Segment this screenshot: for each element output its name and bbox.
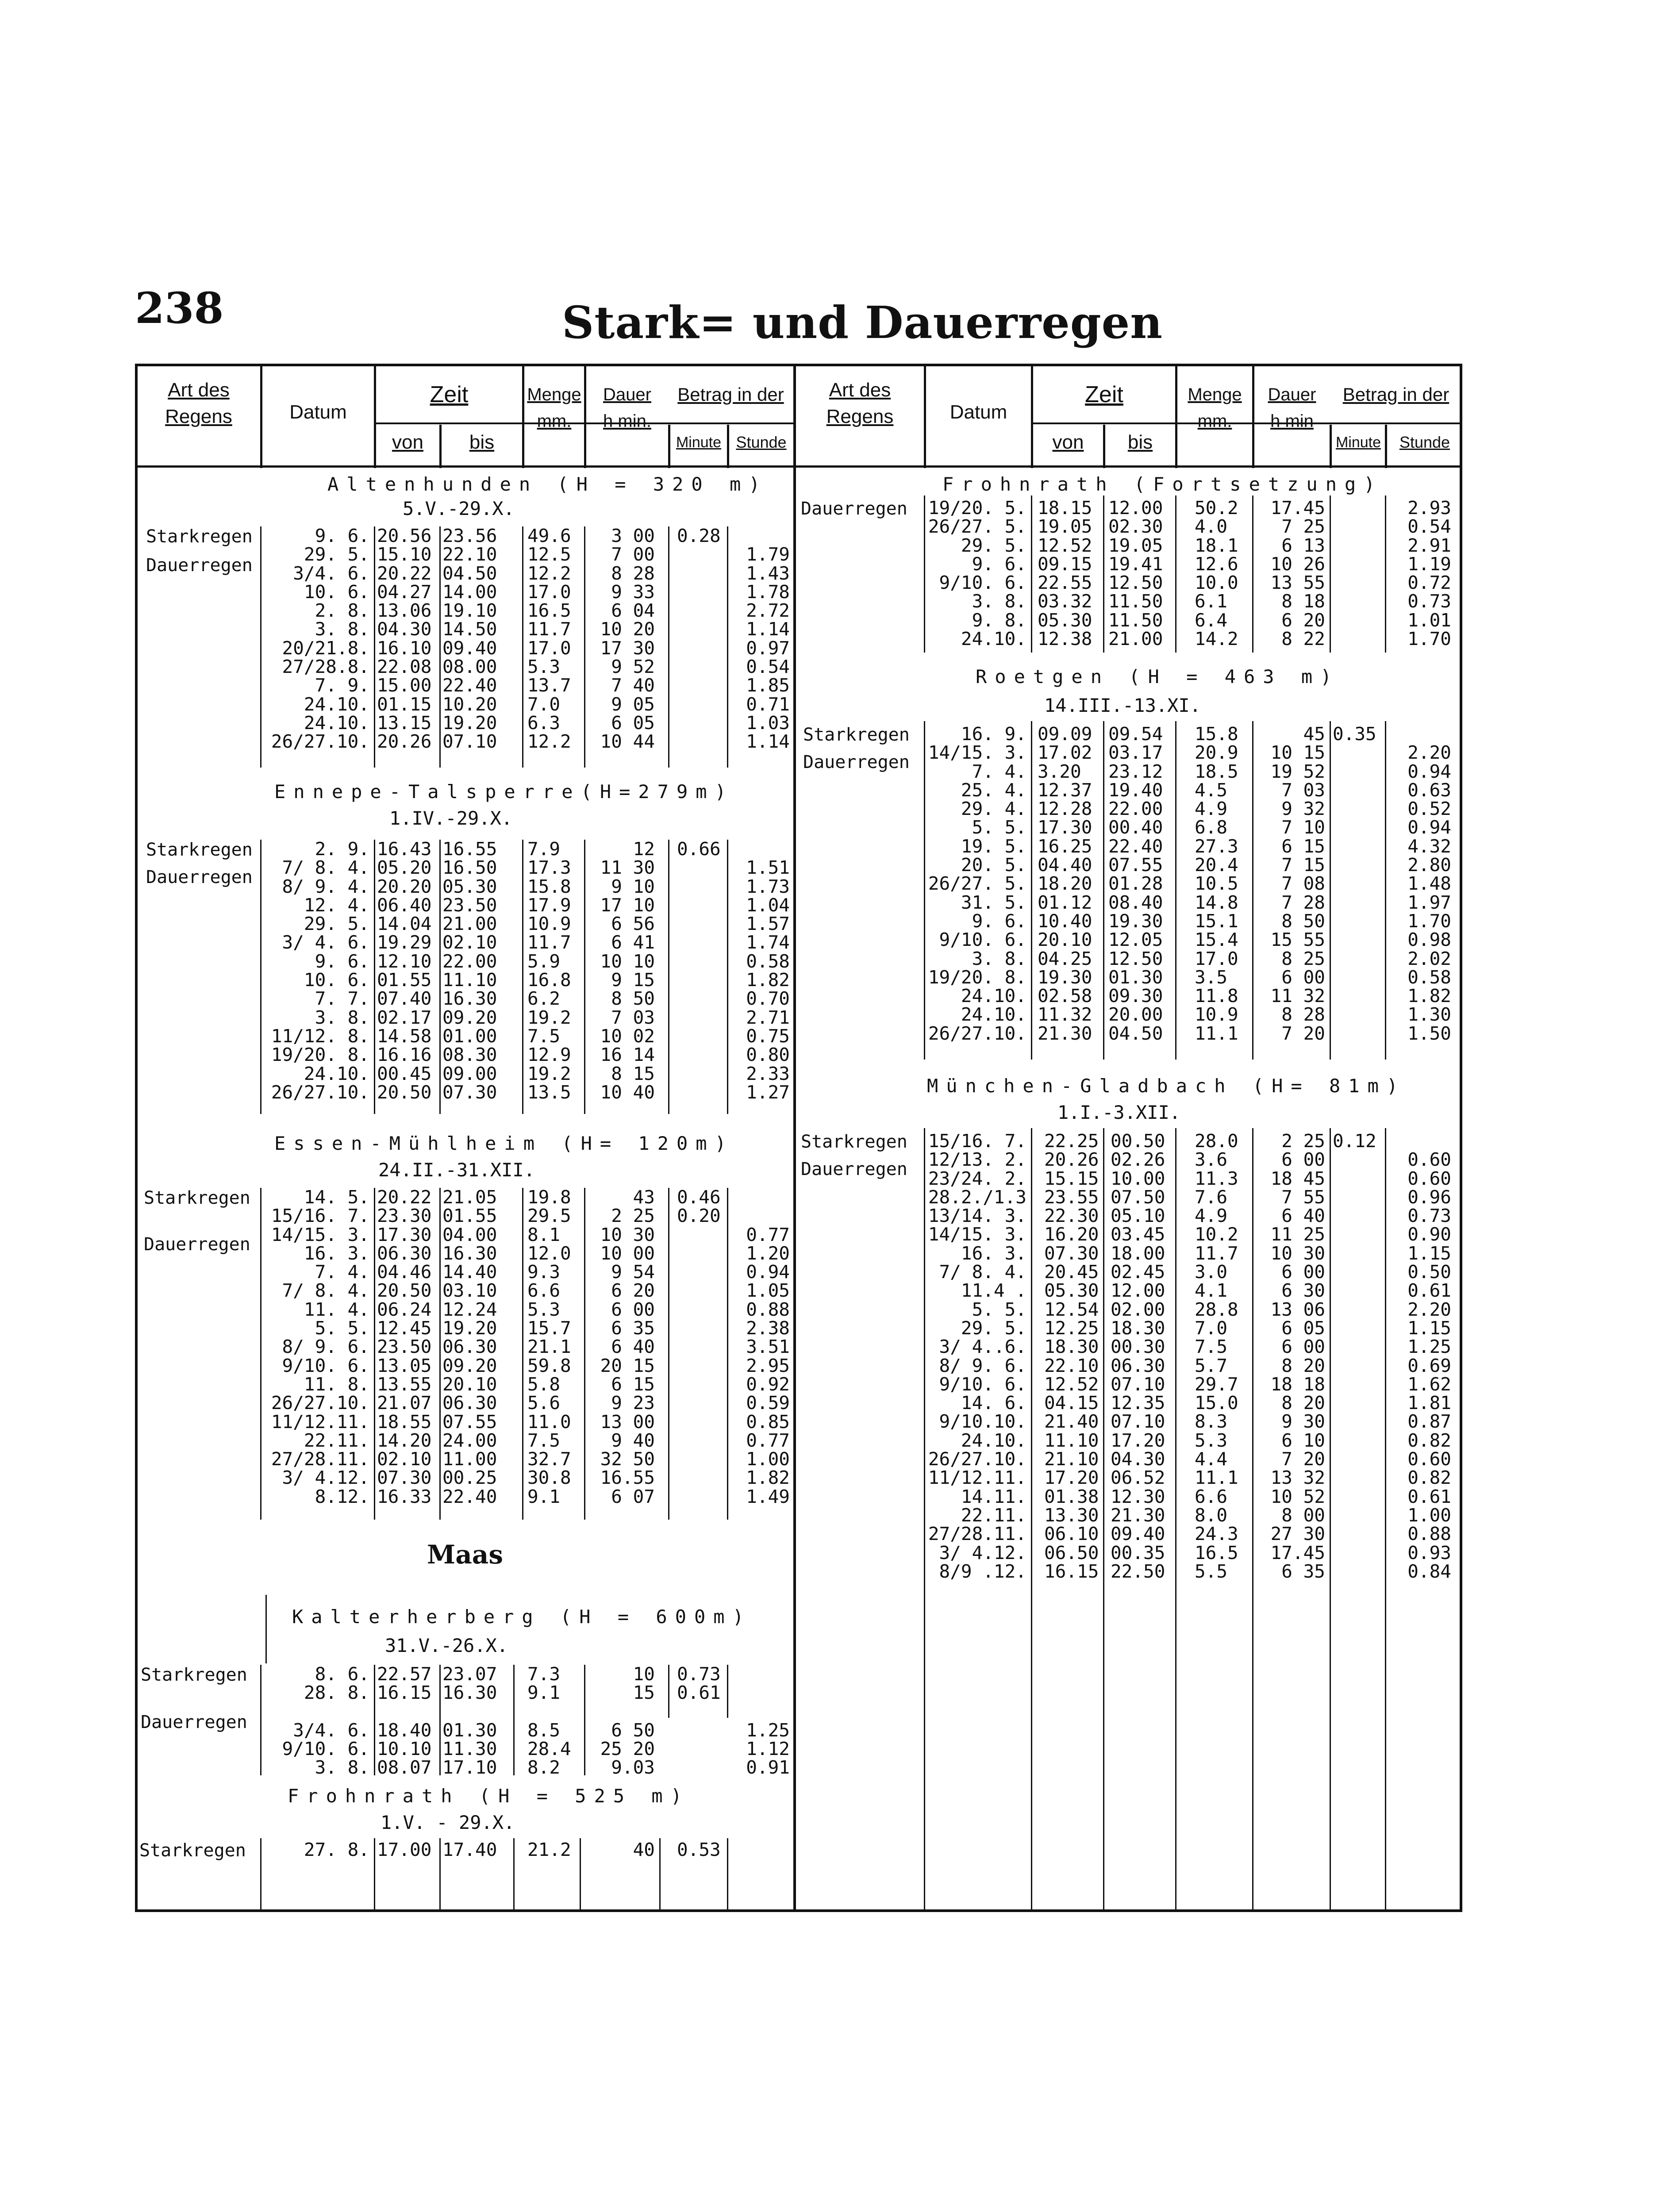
col-line <box>1031 495 1032 653</box>
col-line <box>439 1188 441 1520</box>
header-stunde-right: Stunde <box>1399 433 1450 451</box>
col-line <box>727 526 728 768</box>
minute-col: 0.66 <box>677 838 721 860</box>
minute-col: 0.73 0.61 <box>677 1663 721 1704</box>
col-line <box>1252 495 1253 653</box>
datum-col: 2. 9. 7/ 8. 4. 8/ 9. 4. 12. 4. 29. 5. 3/ 4. 6. 9. 6. 10. 6. 7. 7. 3. 8. 11/12. 8. 19/20. 8. 24.10. 26/27.10. <box>271 838 369 1103</box>
period-muenchen-gladbach: 1.I.-3.XII. <box>1057 1102 1181 1123</box>
station-ennepe: Ennepe-Talsperre(H=279m) <box>274 781 734 803</box>
datum-col: 27. 8. <box>304 1839 369 1860</box>
dauer-col: 2 25 6 00 18 45 7 55 6 40 11 25 10 30 6 00 6 30 13 06 6 05 6 00 8 20 18 18 8 20 9 30 6 10 7 20 13 32 10 52 8 00 27 30 17.45 6 35 <box>1270 1130 1325 1582</box>
datum-col: 8. 6. 28. 8. 3/4. 6. 9/10. 6. 3. 8. <box>282 1663 369 1778</box>
von-col: 20.22 23.30 17.30 06.30 04.46 20.50 06.24 12.45 23.50 13.05 13.55 21.07 18.55 14.20 02.10 07.30 16.33 <box>377 1187 432 1507</box>
type-stark: Starkregen <box>144 1188 250 1208</box>
von-col: 22.25 20.26 15.15 23.55 22.30 16.20 07.30 20.45 05.30 12.54 12.25 18.30 22.10 12.52 04.15 21.40 11.10 21.10 17.20 01.38 13.30 06.10 06.50 16.15 <box>1044 1130 1099 1582</box>
col-line <box>260 1665 261 1775</box>
col-line <box>659 1838 661 1911</box>
type-stark: Starkregen <box>803 725 910 745</box>
bis-col: 17.40 <box>442 1839 497 1860</box>
bis-col: 12.00 02.30 19.05 19.41 12.50 11.50 11.50 21.00 <box>1108 497 1163 650</box>
col-line <box>1175 1128 1176 1911</box>
type-stark: Starkregen <box>146 526 253 547</box>
col-line <box>522 1188 523 1520</box>
station-frohnrath: Frohnrath (H = 525 m) <box>288 1785 690 1807</box>
bis-col: 21.05 01.55 04.00 16.30 14.40 03.10 12.24 19.20 06.30 09.20 20.10 06.30 07.55 24.00 11.00 00.25 22.40 <box>442 1187 497 1507</box>
datum-col: 9. 6. 29. 5. 3/4. 6. 10. 6. 2. 8. 3. 8. 20/21.8. 27/28.8. 7. 9. 24.10. 24.10. 26/27.10. <box>271 525 369 753</box>
section-heading-maas: Maas <box>427 1540 504 1570</box>
stunde-col: 1.51 1.73 1.04 1.57 1.74 0.58 1.82 0.70 2.71 0.75 0.80 2.33 1.27 <box>746 857 790 1103</box>
page-number: 238 <box>135 283 224 333</box>
type-dauer: Dauerregen <box>803 752 910 772</box>
station-essen: Essen-Mühlheim (H= 120m) <box>274 1133 734 1154</box>
menge-col: 21.2 <box>527 1839 571 1860</box>
header-zeit-right: Zeit <box>1085 382 1123 407</box>
minute-col: 0.28 <box>677 525 721 546</box>
col-line <box>668 526 669 768</box>
col-line <box>1330 495 1331 653</box>
menge-col: 7.3 9.1 8.5 28.4 8.2 <box>527 1663 571 1778</box>
col-line <box>924 721 925 1060</box>
col-line <box>439 840 441 1114</box>
minute-col: 0.46 0.20 <box>677 1187 721 1227</box>
station-kalterherberg: Kalterherberg (H = 600m) <box>292 1606 752 1628</box>
col-line <box>1175 721 1176 1060</box>
type-stark: Starkregen <box>139 1840 246 1861</box>
type-dauer: Dauerregen <box>801 1159 907 1179</box>
col-line <box>584 1188 585 1520</box>
menge-col: 15.8 20.9 18.5 4.5 4.9 6.8 27.3 20.4 10.5 14.8 15.1 15.4 17.0 3.5 11.8 10.9 11.1 <box>1195 723 1238 1044</box>
col-line <box>439 1665 441 1775</box>
bis-col: 16.55 16.50 05.30 23.50 21.00 02.10 22.00 11.10 16.30 09.20 01.00 08.30 09.00 07.30 <box>442 838 497 1103</box>
menge-col: 49.6 12.5 12.2 17.0 16.5 11.7 17.0 5.3 13.7 7.0 6.3 12.2 <box>527 525 571 753</box>
menge-col: 19.8 29.5 8.1 12.0 9.3 6.6 5.3 15.7 21.1 59.8 5.8 5.6 11.0 7.5 32.7 30.8 9.1 <box>527 1187 571 1507</box>
dauer-col: 17.45 7 25 6 13 10 26 13 55 8 18 6 20 8 22 <box>1270 497 1325 650</box>
type-dauer: Dauerregen <box>141 1712 247 1732</box>
col-line <box>260 1838 261 1911</box>
von-col: 16.43 05.20 20.20 06.40 14.04 19.29 12.10 01.55 07.40 02.17 14.58 16.16 00.45 20.50 <box>377 838 432 1103</box>
period-ennepe: 1.IV.-29.X. <box>389 807 513 829</box>
station-frohnrath-continued: Frohnrath (Fortsetzung) <box>942 473 1383 495</box>
col-line <box>584 526 585 768</box>
dauer-col: 12 11 30 9 10 17 10 6 56 6 41 10 10 9 15 8 50 7 03 10 02 16 14 8 15 10 40 <box>600 838 655 1103</box>
dauer-col: 10 15 6 50 25 20 9.03 <box>600 1663 655 1778</box>
stunde-col: 1.25 1.12 0.91 <box>746 1719 790 1778</box>
von-col: 22.57 16.15 18.40 10.10 08.07 <box>377 1663 432 1778</box>
header-menge-right: Menge mm. <box>1188 385 1242 431</box>
dauer-col: 43 2 25 10 30 10 00 9 54 6 20 6 00 6 35 6 40 20 15 6 15 9 23 13 00 9 40 32 50 16.55 6 07 <box>600 1187 655 1507</box>
datum-col: 15/16. 7. 12/13. 2. 23/24. 2. 28.2./1.3 13/14. 3. 14/15. 3. 16. 3. 7/ 8. 4. 11.4 . 5. 5. 29. 5. 3/ 4..6. 8/ 9. 6. 9/10. 6. 14. 6. 9/10.10. 24.10. 26/27.10. 11/12.11. 14.11. 22.11. 27/28.11. 3/ 4.12. 8/9 .12. <box>928 1130 1026 1582</box>
period-essen: 24.II.-31.XII. <box>378 1159 535 1181</box>
col-line <box>1175 495 1176 653</box>
col-line <box>924 495 925 653</box>
menge-col: 7.9 17.3 15.8 17.9 10.9 11.7 5.9 16.8 6.2 19.2 7.5 12.9 19.2 13.5 <box>527 838 571 1103</box>
header-betrag-right: Betrag in der <box>1342 384 1449 405</box>
col-line <box>260 526 261 768</box>
stunde-col: 0.77 1.20 0.94 1.05 0.88 2.38 3.51 2.95 0.92 0.59 0.85 0.77 1.00 1.82 1.49 <box>746 1224 790 1507</box>
col-line <box>668 840 669 1114</box>
menge-col: 28.0 3.6 11.3 7.6 4.9 10.2 11.7 3.0 4.1 28.8 7.0 7.5 5.7 29.7 15.0 8.3 5.3 4.4 11.1 6.6 8.0 24.3 16.5 5.5 <box>1195 1130 1238 1582</box>
col-line <box>513 1838 515 1911</box>
header-bis-right: bis <box>1127 431 1153 453</box>
col-line <box>924 1128 925 1911</box>
col-line <box>1031 1128 1032 1911</box>
station-muenchen-gladbach: München-Gladbach (H= 81m) <box>927 1075 1406 1097</box>
col-line <box>793 364 796 1912</box>
col-line <box>727 1188 728 1520</box>
minute-col: 0.12 <box>1333 1130 1376 1152</box>
col-line <box>1252 1128 1253 1911</box>
col-line <box>1385 1128 1386 1911</box>
station-altenhunden: Altenhunden (H = 320 m) <box>327 473 768 495</box>
bis-col: 00.50 02.26 10.00 07.50 05.10 03.45 18.00 02.45 12.00 02.00 18.30 00.30 06.30 07.10 12.35 07.10 17.20 04.30 06.52 12.30 21.30 09.40 00.35 22.50 <box>1111 1130 1165 1582</box>
col-line <box>727 1838 728 1911</box>
col-line <box>260 840 261 1114</box>
header-von-right: von <box>1052 431 1084 453</box>
col-line <box>522 840 523 1114</box>
header-art: Art des Regens <box>165 379 232 427</box>
col-line <box>374 1838 375 1911</box>
period-kalterherberg: 31.V.-26.X. <box>385 1635 508 1656</box>
dauer-col: 3 00 7 00 8 28 9 33 6 04 10 20 17 30 9 52 7 40 9 05 6 05 10 44 <box>600 525 655 753</box>
col-line <box>513 1665 515 1775</box>
header-art-right: Art des Regens <box>826 379 894 427</box>
von-col: 20.56 15.10 20.22 04.27 13.06 04.30 16.10 22.08 15.00 01.15 13.15 20.26 <box>377 525 432 753</box>
header-stunde: Stunde <box>736 433 787 451</box>
header-von: von <box>392 431 423 453</box>
stunde-col: 0.60 0.60 0.96 0.73 0.90 1.15 0.50 0.61 2.20 1.15 1.25 0.69 1.62 1.81 0.87 0.82 0.60 0.82 0.61 1.00 0.88 0.93 0.84 <box>1407 1149 1451 1582</box>
header-dauer: Dauer h min. <box>603 385 651 431</box>
type-stark: Starkregen <box>141 1665 247 1685</box>
col-line <box>374 526 375 768</box>
col-line <box>1385 495 1386 653</box>
col-line <box>1330 1128 1331 1911</box>
datum-col: 19/20. 5. 26/27. 5. 29. 5. 9. 6. 9/10. 6. 3. 8. 9. 8. 24.10. <box>928 497 1026 650</box>
von-col: 17.00 <box>377 1839 432 1860</box>
dauer-col: 40 <box>633 1839 655 1860</box>
col-line <box>668 1665 669 1718</box>
dauer-col: 45 10 15 19 52 7 03 9 32 7 10 6 15 7 15 7 08 7 28 8 50 15 55 8 25 6 00 11 32 8 28 7 20 <box>1270 723 1325 1044</box>
header-menge: Menge mm. <box>527 385 581 431</box>
header-betrag: Betrag in der <box>677 384 784 405</box>
header-datum: Datum <box>289 401 347 423</box>
col-line <box>1103 495 1104 653</box>
stunde-col: 2.20 0.94 0.63 0.52 0.94 4.32 2.80 1.48 1.97 1.70 0.98 2.02 0.58 1.82 1.30 1.50 <box>1407 742 1451 1044</box>
type-dauer: Dauerregen <box>144 1234 250 1255</box>
col-line <box>374 1188 375 1520</box>
col-line <box>1103 1128 1104 1911</box>
col-line <box>522 526 523 768</box>
minute-col: 0.35 <box>1333 723 1376 745</box>
von-col: 09.09 17.02 3.20 12.37 12.28 17.30 16.25 04.40 18.20 01.12 10.40 20.10 04.25 19.30 02.58 11.32 21.30 <box>1038 723 1092 1044</box>
col-line <box>1252 721 1253 1060</box>
datum-col: 14. 5. 15/16. 7. 14/15. 3. 16. 3. 7. 4. 7/ 8. 4. 11. 4. 5. 5. 8/ 9. 6. 9/10. 6. 11. 8. 26/27.10. 11/12.11. 22.11. 27/28.11. 3/ 4.12. 8.12. <box>271 1187 369 1507</box>
col-line <box>260 1188 261 1520</box>
col-line <box>584 840 585 1114</box>
col-line <box>1103 721 1104 1060</box>
type-stark: Starkregen <box>146 840 253 860</box>
period-frohnrath: 1.V. - 29.X. <box>381 1812 515 1833</box>
period-roetgen: 14.III.-13.XI. <box>1044 695 1201 716</box>
col-line <box>374 840 375 1114</box>
col-line <box>1385 721 1386 1060</box>
header-dauer-right: Dauer h min <box>1268 385 1316 431</box>
station-roetgen: Roetgen (H = 463 m) <box>976 666 1340 687</box>
type-dauer: Dauerregen <box>146 867 253 887</box>
menge-col: 50.2 4.0 18.1 12.6 10.0 6.1 6.4 14.2 <box>1195 497 1238 650</box>
datum-col: 16. 9. 14/15. 3. 7. 4. 25. 4. 29. 4. 5. 5. 19. 5. 20. 5. 26/27. 5. 31. 5. 9. 6. 9/10. 6. 3. 8. 19/20. 8. 24.10. 24.10. 26/27.10. <box>928 723 1026 1044</box>
col-line <box>668 1188 669 1520</box>
stunde-col: 2.93 0.54 2.91 1.19 0.72 0.73 1.01 1.70 <box>1407 497 1451 650</box>
page-title: Stark= und Dauerregen <box>562 296 1163 349</box>
col-line <box>584 1665 585 1775</box>
stunde-col: 1.79 1.43 1.78 2.72 1.14 0.97 0.54 1.85 0.71 1.03 1.14 <box>746 544 790 753</box>
col-line <box>265 1595 267 1663</box>
header-zeit: Zeit <box>430 382 469 407</box>
col-line <box>1330 721 1331 1060</box>
col-line <box>1031 721 1032 1060</box>
col-line <box>727 840 728 1114</box>
bis-col: 09.54 03.17 23.12 19.40 22.00 00.40 22.40 07.55 01.28 08.40 19.30 12.05 12.50 01.30 09.30 20.00 04.50 <box>1108 723 1163 1044</box>
type-dauer: Dauerregen <box>146 555 253 576</box>
header-minute: Minute <box>676 434 722 451</box>
header-minute-right: Minute <box>1335 434 1381 451</box>
header-bis: bis <box>469 431 495 453</box>
minute-col: 0.53 <box>677 1839 721 1860</box>
header-datum-right: Datum <box>950 401 1007 423</box>
type-dauer: Dauerregen <box>801 499 907 519</box>
col-line <box>439 526 441 768</box>
bis-col: 23.07 16.30 01.30 11.30 17.10 <box>442 1663 497 1778</box>
col-line <box>374 1665 375 1775</box>
bis-col: 23.56 22.10 04.50 14.00 19.10 14.50 09.40 08.00 22.40 10.20 19.20 07.10 <box>442 525 497 753</box>
von-col: 18.15 19.05 12.52 09.15 22.55 03.32 05.30 12.38 <box>1038 497 1092 650</box>
col-line <box>439 1838 441 1911</box>
col-line <box>580 1838 581 1911</box>
type-stark: Starkregen <box>801 1132 907 1152</box>
col-line <box>727 1665 728 1718</box>
period-altenhunden: 5.V.-29.X. <box>403 498 515 519</box>
